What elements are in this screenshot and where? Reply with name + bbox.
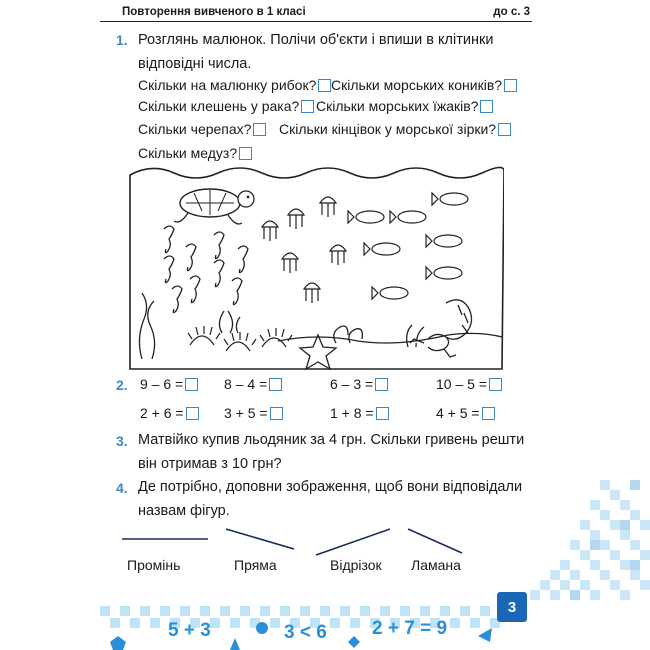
question-starfish-text: Скільки кінцівок у морської зірки?	[279, 121, 497, 137]
pentagon-icon	[110, 636, 126, 650]
header-page-ref: до с. 3	[493, 6, 530, 18]
equation-6-text: 3 + 5 =	[224, 405, 268, 421]
figure-label-ray: Промінь	[127, 557, 181, 573]
answer-box-turtles[interactable]	[253, 123, 266, 136]
polyline-line[interactable]	[408, 529, 462, 553]
task-2-number: 2.	[116, 377, 128, 393]
equation-4	[436, 376, 502, 392]
equation-4-answer[interactable]	[489, 378, 502, 391]
task-1-number: 1.	[116, 32, 128, 48]
question-jellyfish	[138, 145, 252, 161]
equation-7-text: 1 + 8 =	[330, 405, 374, 421]
question-claws-text: Скільки клешень у рака?	[138, 98, 300, 114]
equation-8-text: 4 + 5 =	[436, 405, 480, 421]
question-claws	[138, 98, 314, 114]
footer-item-3: 2 + 7 = 9	[372, 618, 448, 639]
decorative-grid	[500, 480, 650, 600]
circle-icon	[256, 622, 268, 634]
equation-2-text: 8 – 4 =	[224, 376, 268, 392]
straight-line[interactable]	[226, 529, 294, 549]
task-3-number: 3.	[116, 433, 128, 449]
question-starfish	[279, 121, 511, 137]
answer-box-jellyfish[interactable]	[239, 147, 252, 160]
question-fish-text: Скільки на малюнку рибок?	[138, 77, 317, 93]
equation-7-answer[interactable]	[376, 407, 389, 420]
equation-1-answer[interactable]	[185, 378, 198, 391]
question-urchins-text: Скільки морських їжаків?	[316, 98, 479, 114]
equation-2	[224, 376, 282, 392]
task-3-line-2: він отримав з 10 грн?	[138, 456, 282, 472]
equation-5	[140, 405, 199, 421]
question-seahorses	[331, 77, 517, 93]
footer-item-2: 3 < 6	[284, 622, 327, 643]
figure-label-line: Пряма	[234, 557, 277, 573]
equation-7	[330, 405, 389, 421]
task-4-number: 4.	[116, 480, 128, 496]
task-1-line-2: відповідні числа.	[138, 56, 252, 72]
equation-8-answer[interactable]	[482, 407, 495, 420]
figure-label-segment: Відрізок	[330, 557, 382, 573]
task-3-line-1: Матвійко купив льодяник за 4 грн. Скільки гривень решти	[138, 432, 525, 448]
page-header	[100, 4, 532, 22]
segment-line[interactable]	[316, 529, 390, 555]
equation-6-answer[interactable]	[270, 407, 283, 420]
figure-label-polyline: Ламана	[411, 557, 461, 573]
answer-box-fish[interactable]	[318, 79, 331, 92]
task-4-line-1: Де потрібно, доповни зображення, щоб вони відповідали	[138, 479, 523, 495]
equation-8	[436, 405, 495, 421]
header-title: Повторення вивченого в 1 класі	[122, 6, 306, 18]
equation-3-text: 6 – 3 =	[330, 376, 374, 392]
equation-5-answer[interactable]	[186, 407, 199, 420]
equation-1-text: 9 – 6 =	[140, 376, 184, 392]
footer-item-1: 5 + 3	[168, 620, 211, 641]
arrow-triangle-icon	[478, 628, 492, 642]
diamond-icon	[348, 636, 360, 648]
question-turtles	[138, 121, 266, 137]
equation-4-text: 10 – 5 =	[436, 376, 487, 392]
triangle-icon	[230, 638, 240, 650]
equation-5-text: 2 + 6 =	[140, 405, 184, 421]
question-seahorses-text: Скільки морських коників?	[331, 77, 503, 93]
answer-box-urchins[interactable]	[480, 100, 493, 113]
question-fish	[138, 77, 331, 93]
equation-6	[224, 405, 283, 421]
equation-2-answer[interactable]	[269, 378, 282, 391]
answer-box-seahorses[interactable]	[504, 79, 517, 92]
question-urchins	[316, 98, 493, 114]
task-4-line-2: назвам фігур.	[138, 503, 230, 519]
question-jellyfish-text: Скільки медуз?	[138, 145, 238, 161]
equation-3-answer[interactable]	[375, 378, 388, 391]
question-turtles-text: Скільки черепах?	[138, 121, 252, 137]
answer-box-claws[interactable]	[301, 100, 314, 113]
page-number-badge: 3	[497, 592, 527, 622]
equation-3	[330, 376, 388, 392]
answer-box-starfish[interactable]	[498, 123, 511, 136]
equation-1	[140, 376, 198, 392]
task-1-line-1: Розглянь малюнок. Полічи об'єкти і впиши в клітинки	[138, 32, 494, 48]
sea-illustration	[128, 163, 504, 371]
